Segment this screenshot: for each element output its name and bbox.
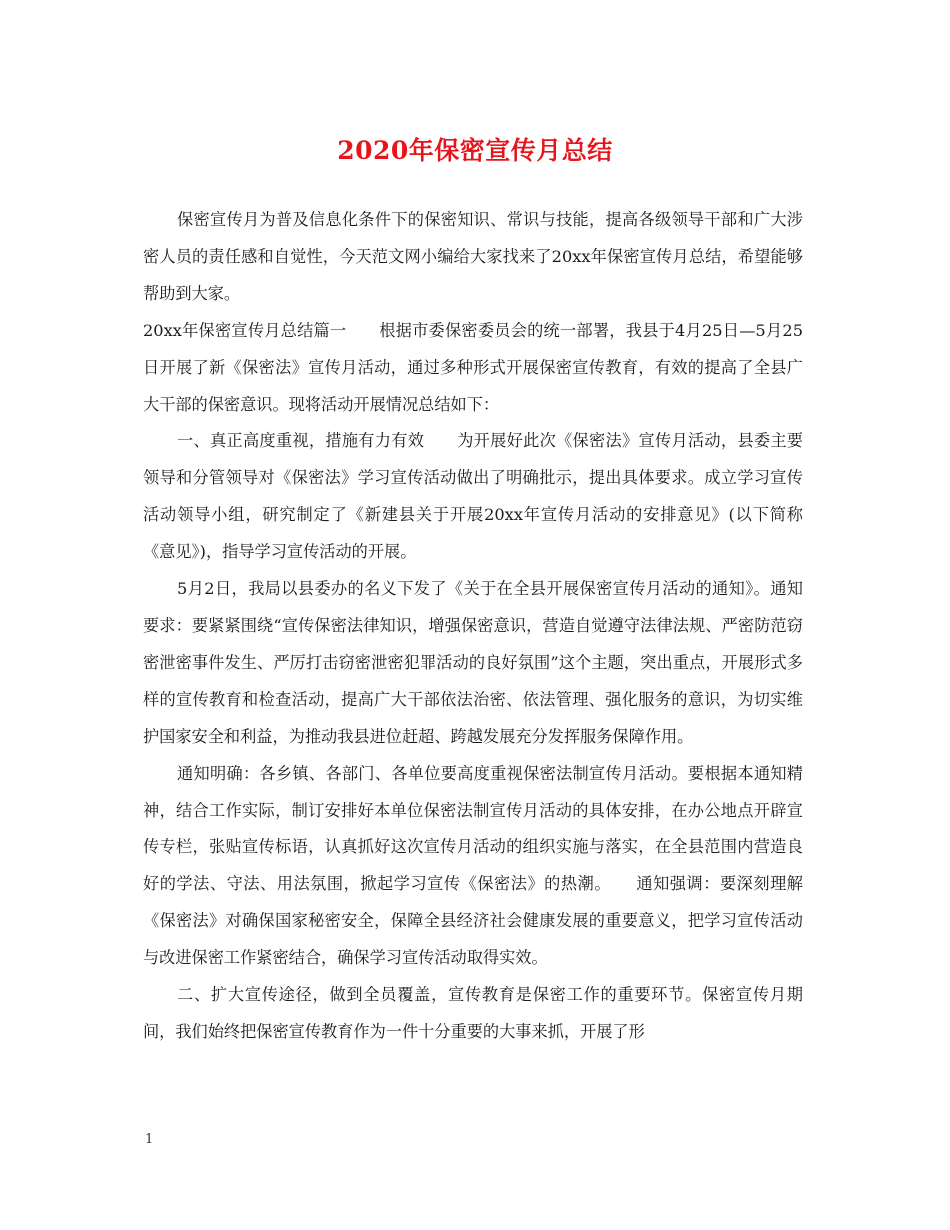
- document-body: [143, 202, 803, 1051]
- page-number: 1: [145, 1132, 154, 1147]
- body-paragraph-1: 保密宣传月为普及信息化条件下的保密知识、常识与技能，提高各级领导干部和广大涉密人员的责任感和自觉性，今天范文网小编给大家找来了20xx年保密宣传月总结，希望能够帮助到大家。: [143, 210, 803, 303]
- body-paragraph-3: 一、真正高度重视，措施有力有效 为开展好此次《保密法》宣传月活动，县委主要领导和分管领导对《保密法》学习宣传活动做出了明确批示，提出具体要求。成立学习宣传活动领导小组，研究制定了《新建县关于开展20xx年宣传月活动的安排意见》(以下简称《意见》)，指导学习宣传活动的开展。: [143, 431, 803, 562]
- body-paragraph-2: 20xx年保密宣传月总结篇一 根据市委保密委员会的统一部署，我县于4月25日—5月25日开展了新《保密法》宣传月活动，通过多种形式开展保密宣传教育，有效的提高了全县广大干部的保密意识。现将活动开展情况总结如下：: [143, 320, 803, 414]
- document-title: 2020年保密宣传月总结: [337, 136, 613, 165]
- body-paragraph-4: 5月2日，我局以县委办的名义下发了《关于在全县开展保密宣传月活动的通知》。通知要求：要紧紧围绕“宣传保密法律知识，增强保密意识，营造自觉遵守法律法规、严密防范窃密泄密事件发生、严厉打击窃密泄密犯罪活动的良好氛围”这个主题，突出重点，开展形式多样的宣传教育和检查活动，提高广大干部依法治密、依法管理、强化服务的意识，为切实维护国家安全和利益，为推动我县进位赶超、跨越发展充分发挥服务保障作用。: [143, 579, 803, 746]
- body-paragraph-6: 二、扩大宣传途径，做到全员覆盖，宣传教育是保密工作的重要环节。保密宣传月期间，我们始终把保密宣传教育作为一件十分重要的大事来抓，开展了形: [143, 985, 803, 1041]
- body-paragraph-5: 通知明确：各乡镇、各部门、各单位要高度重视保密法制宣传月活动。要根据本通知精神，结合工作实际，制订安排好本单位保密法制宣传月活动的具体安排，在办公地点开辟宣传专栏，张贴宣传标语，认真抓好这次宣传月活动的组织实施与落实，在全县范围内营造良好的学法、守法、用法氛围，掀起学习宣传《保密法》的热潮。 通知强调：要深刻理解《保密法》对确保国家秘密安全，保障全县经济社会健康发展的重要意义，把学习宣传活动与改进保密工作紧密结合，确保学习宣传活动取得实效。: [143, 763, 803, 968]
